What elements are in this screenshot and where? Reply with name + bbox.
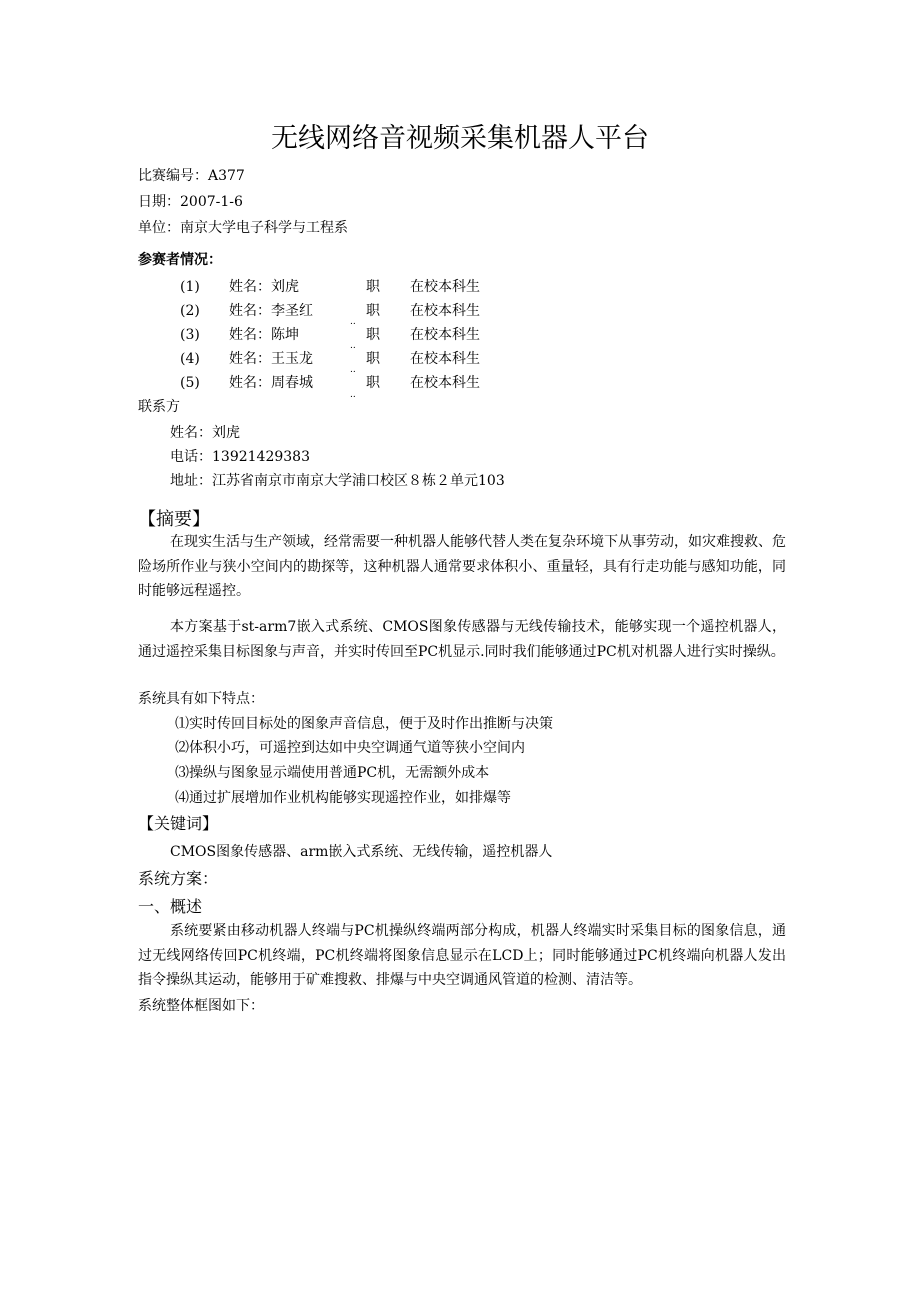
contact-name: 姓名：刘虎 (170, 425, 240, 441)
participant-name: 姓名：王玉龙 (229, 351, 313, 367)
participant-number: (4) (180, 351, 200, 367)
date: 日期：2007-1-6 (138, 194, 243, 210)
abstract-paragraph-2: 本方案基于st-arm7嵌入式系统、CMOS图象传感器与无线传输技术，能够实现一个遥控机器人，通过遥控采集目标图象与声音，并实时传回至PC机显示.同时我们能够通过PC机对机器人进行实时操纵。 (138, 619, 786, 660)
abstract-heading: 【摘要】 (138, 509, 210, 530)
participant-role: 职 (366, 375, 380, 391)
participant-role: 职 (366, 327, 380, 343)
section-heading-overview: 一、概述 (138, 897, 203, 916)
list-item: ⑷通过扩展增加作业机构能够实现遥控作业，如排爆等 (175, 790, 511, 806)
contact-phone: 电话：13921429383 (170, 449, 310, 465)
participant-status: 在校本科生 (410, 303, 480, 319)
scheme-heading: 系统方案： (138, 869, 219, 888)
participant-role: 职 (366, 351, 380, 367)
unit: 单位：南京大学电子科学与工程系 (138, 220, 348, 236)
keywords-text: CMOS图象传感器、arm嵌入式系统、无线传输，遥控机器人 (170, 844, 553, 860)
participant-name: 姓名：陈坤 (229, 327, 299, 343)
participant-role: 职 (366, 303, 380, 319)
dot-mark: .. (350, 390, 356, 400)
participant-name: 姓名：周春城 (229, 375, 313, 391)
diagram-intro: 系统整体框图如下： (138, 998, 264, 1014)
participant-status: 在校本科生 (410, 351, 480, 367)
participant-number: (2) (180, 303, 200, 319)
list-item: ⑵体积小巧，可遥控到达如中央空调通气道等狭小空间内 (175, 740, 525, 756)
dot-mark: .. (350, 341, 356, 351)
keywords-heading: 【关键词】 (138, 814, 219, 833)
dot-mark: .. (350, 365, 356, 375)
list-item: ⑴实时传回目标处的图象声音信息，便于及时作出推断与决策 (175, 716, 553, 732)
participants-heading: 参赛者情况： (138, 252, 222, 268)
dot-mark: .. (350, 317, 356, 327)
participant-name: 姓名：李圣红 (229, 303, 313, 319)
contact-heading: 联系方 (138, 399, 180, 415)
abstract-paragraph-1: 在现实生活与生产领域，经常需要一种机器人能够代替人类在复杂环境下从事劳动，如灾难搜救、危险场所作业与狭小空间内的勘探等，这种机器人通常要求体积小、重量轻，具有行走功能与感知功能，同时能够远程遥控。 (138, 534, 786, 599)
page-title: 无线网络音视频采集机器人平台 (271, 123, 649, 154)
features-heading: 系统具有如下特点： (138, 691, 264, 707)
participant-number: (1) (180, 279, 200, 295)
participant-role: 职 (366, 279, 380, 295)
participant-name: 姓名：刘虎 (229, 279, 299, 295)
contact-address: 地址：江苏省南京市南京大学浦口校区８栋２单元103 (170, 473, 505, 489)
competition-number: 比赛编号：A377 (138, 168, 245, 184)
participant-number: (5) (180, 375, 200, 391)
participant-status: 在校本科生 (410, 375, 480, 391)
participant-number: (3) (180, 327, 200, 343)
participant-status: 在校本科生 (410, 279, 480, 295)
participant-status: 在校本科生 (410, 327, 480, 343)
list-item: ⑶操纵与图象显示端使用普通PC机，无需额外成本 (175, 765, 490, 781)
overview-paragraph: 系统要紧由移动机器人终端与PC机操纵终端两部分构成，机器人终端实时采集目标的图象信息，通过无线网络传回PC机终端，PC机终端将图象信息显示在LCD上；同时能够通过PC机终端向机器人发出指令操纵其运动，能够用于矿难搜救、排爆与中央空调通风管道的检测、清洁等。 (138, 923, 786, 988)
